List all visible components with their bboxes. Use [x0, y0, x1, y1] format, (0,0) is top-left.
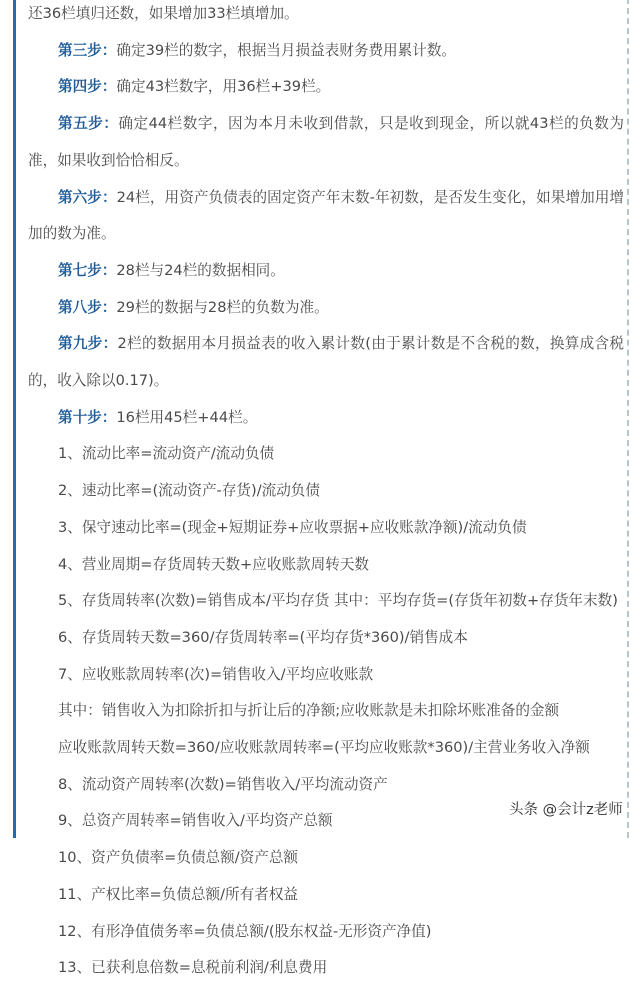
- watermark: 头条 @会计z老师: [505, 796, 627, 821]
- step-paragraph: [28, 33, 624, 70]
- paragraph-text: 7、应收账款周转率(次)=销售收入/平均应收账款: [58, 665, 374, 683]
- formula-paragraph: [28, 840, 624, 877]
- document-body: [28, 0, 624, 987]
- paragraph-text: 2栏的数据用本月损益表的收入累计数(由于累计数是不含税的数，换算成含税的，收入除以0.17)。: [28, 335, 624, 390]
- paragraph-text: 其中：销售收入为扣除折扣与折让后的净额;应收账款是未扣除坏账准备的金额: [58, 702, 560, 720]
- paragraph-text: 2、速动比率=(流动资产-存货)/流动负债: [58, 482, 320, 500]
- paragraph-text: 3、保守速动比率=(现金+短期证券+应收票据+应收账款净额)/流动负债: [58, 518, 527, 536]
- step-label: 第四步：: [58, 78, 117, 96]
- step-label: 第五步：: [58, 115, 119, 133]
- paragraph-text: 应收账款周转天数=360/应收账款周转率=(平均应收账款*360)/主营业务收入净额: [58, 739, 590, 757]
- paragraph-text: 确定44栏数字，因为本月未收到借款，只是收到现金，所以就43栏的负数为准，如果收到恰恰相反。: [28, 115, 624, 169]
- step-paragraph: [28, 106, 624, 179]
- paragraph-text: 5、存货周转率(次数)=销售成本/平均存货 其中：平均存货=(存货年初数+存货年末数): [58, 592, 618, 610]
- paragraph-text: 确定39栏的数字，根据当月损益表财务费用累计数。: [116, 41, 457, 59]
- paragraph-text: 29栏的数据与28栏的负数为准。: [116, 298, 329, 316]
- paragraph-text: 8、流动资产周转率(次数)=销售收入/平均流动资产: [58, 775, 388, 793]
- paragraph-text: 28栏与24栏的数据相同。: [116, 261, 285, 279]
- formula-paragraph: [28, 473, 624, 510]
- paragraph-text: 还36栏填归还数，如果增加33栏填增加。: [28, 5, 299, 22]
- paragraph-text: 16栏用45栏+44栏。: [116, 408, 258, 426]
- step-label: 第八步：: [58, 298, 117, 316]
- step-paragraph: [28, 400, 624, 437]
- step-label: 第十步：: [58, 408, 117, 426]
- formula-paragraph: [28, 510, 624, 547]
- paragraph-text: 1、流动比率=流动资产/流动负债: [58, 445, 275, 463]
- paragraph-text: 24栏，用资产负债表的固定资产年末数-年初数，是否发生变化，如果增加用增加的数为准。: [28, 188, 624, 243]
- formula-paragraph: [28, 914, 624, 951]
- paragraph-text: 9、总资产周转率=销售收入/平均资产总额: [58, 812, 333, 830]
- formula-paragraph: [28, 620, 624, 657]
- formula-paragraph: [28, 950, 624, 987]
- formula-paragraph: [28, 877, 624, 914]
- paragraph-text: 6、存货周转天数=360/存货周转率=(平均存货*360)/销售成本: [58, 628, 468, 646]
- step-label: 第三步：: [58, 41, 117, 59]
- paragraph-text: 12、有形净值债务率=负债总额/(股东权益-无形资产净值): [58, 922, 432, 940]
- formula-paragraph: [28, 657, 624, 694]
- paragraph-text: 4、营业周期=存货周转天数+应收账款周转天数: [58, 555, 370, 573]
- step-label: 第九步：: [58, 335, 118, 353]
- paragraph-text: 确定43栏数字，用36栏+39栏。: [116, 78, 331, 96]
- formula-paragraph: [28, 547, 624, 584]
- step-paragraph: [28, 326, 624, 399]
- paragraph-text: 13、已获利息倍数=息税前利润/利息费用: [58, 959, 328, 977]
- formula-paragraph: [28, 730, 624, 767]
- formula-paragraph: [28, 583, 624, 620]
- paragraph-text: 10、资产负债率=负债总额/资产总额: [58, 849, 299, 867]
- step-label: 第七步：: [58, 261, 117, 279]
- step-label: 第六步：: [58, 188, 117, 206]
- formula-paragraph: [28, 0, 624, 33]
- step-paragraph: [28, 69, 624, 106]
- formula-paragraph: [28, 693, 624, 730]
- step-paragraph: [28, 180, 624, 253]
- step-paragraph: [28, 253, 624, 290]
- paragraph-text: 11、产权比率=负债总额/所有者权益: [58, 885, 299, 903]
- step-paragraph: [28, 290, 624, 327]
- formula-paragraph: [28, 436, 624, 473]
